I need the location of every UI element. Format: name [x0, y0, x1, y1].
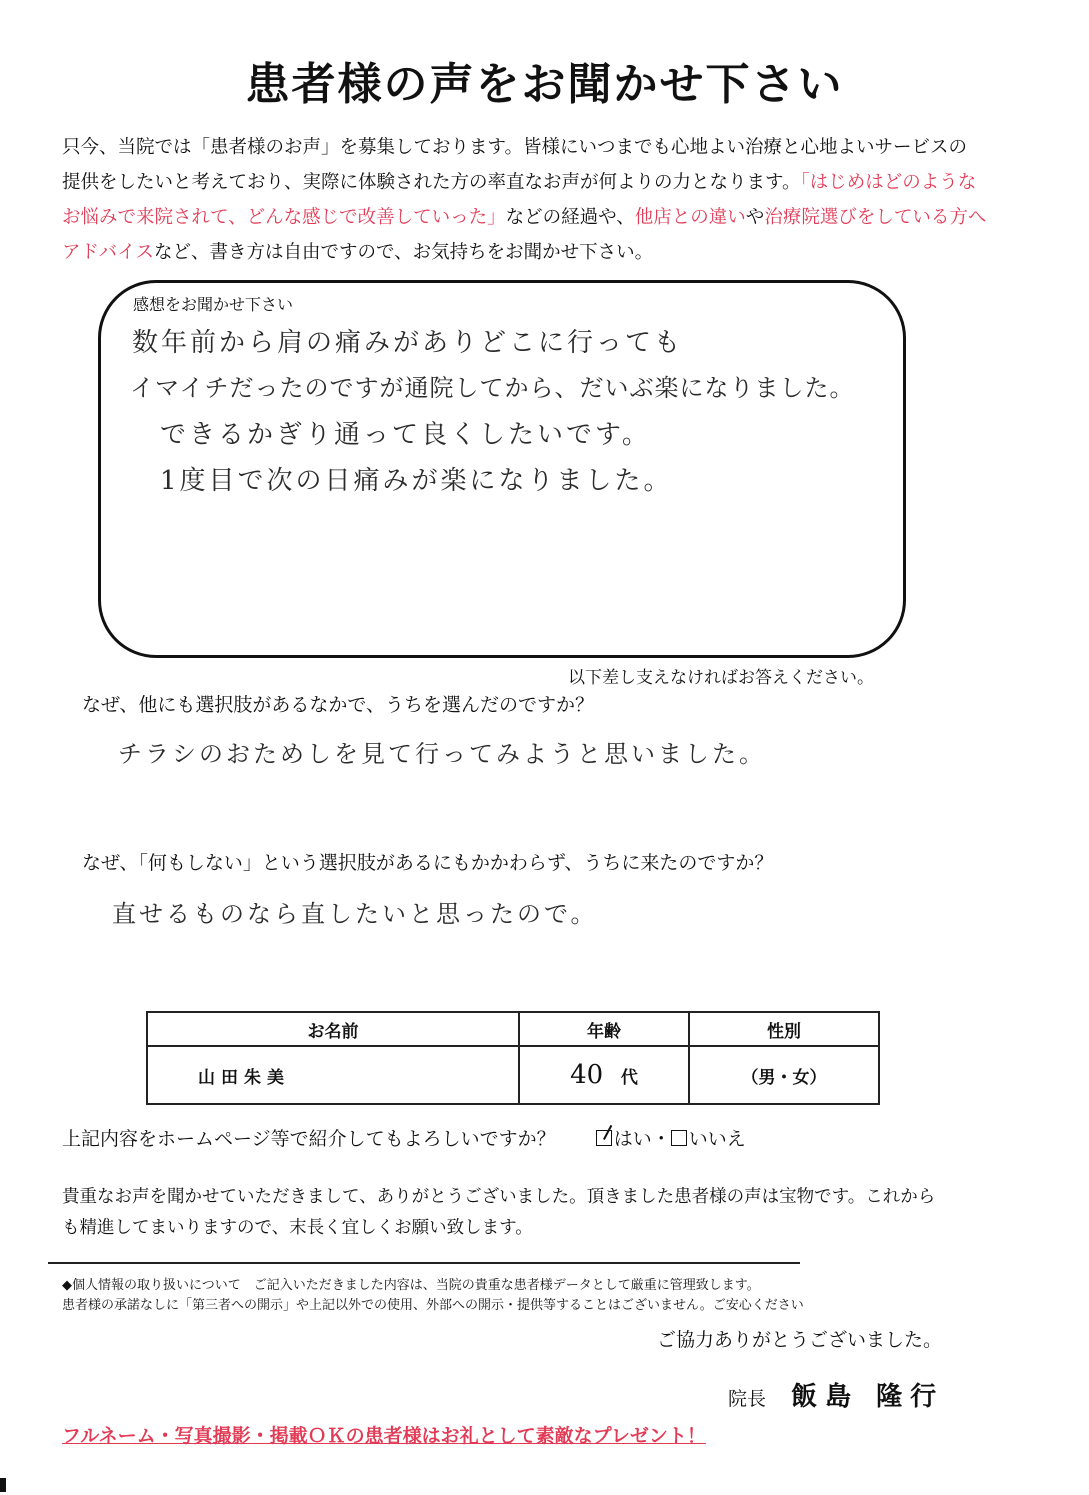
privacy-line-2: 患者様の承諾なしに「第三者への開示」や上記以外での使用、外部への開示・提供等することはございません。ご安心ください: [62, 1298, 804, 1313]
separator: ・: [651, 1128, 671, 1150]
intro-highlight: 治療院選びをしている方へ: [764, 207, 987, 228]
consent-row: [62, 1124, 746, 1151]
question-1: なぜ、他にも選択肢があるなかで、うちを選んだのですか？: [82, 694, 595, 716]
gender-field[interactable]: （男・女）: [689, 1046, 879, 1104]
intro-highlight: お悩みで来院されて、どんな感じで改善していった」: [62, 207, 506, 228]
comment-line-2: イマイチだったのですが通院してから、だいぶ楽になりました。: [130, 374, 855, 402]
info-table-header-row: [147, 1012, 879, 1046]
age-header: 年齢: [519, 1012, 689, 1046]
optional-note: 以下差し支えなければお答えください。: [568, 668, 874, 688]
yes-label: はい: [613, 1128, 652, 1150]
answer-1: チラシのおためしを見て行ってみようと思いました。: [118, 740, 766, 768]
comment-line-3: できるかぎり通って良くしたいです。: [160, 420, 651, 450]
comment-line-4: 1度目で次の日痛みが楽になりました。: [160, 466, 673, 496]
intro-text: などの経過や、: [505, 207, 635, 228]
age-value: 40: [570, 1060, 604, 1090]
thanks-paragraph: [62, 1182, 992, 1244]
question-2: なぜ、「何もしない」という選択肢があるにもかかわらず、うちに来たのですか？: [82, 852, 774, 874]
scan-edge-mark: [0, 1478, 6, 1492]
thanks-line-2: も精進してまいりますので、末長く宜しくお願い致します。: [62, 1218, 533, 1238]
comment-line-1: 数年前から肩の痛みがありどこに行っても: [132, 328, 684, 358]
name-field[interactable]: 山田朱美: [147, 1046, 519, 1104]
comment-label: 感想をお聞かせ下さい: [133, 295, 294, 314]
age-field[interactable]: [519, 1046, 689, 1104]
intro-highlight: 他店との違い: [634, 207, 746, 228]
thanks-line-1: 貴重なお声を聞かせていただきまして、ありがとうございました。頂きました患者様の声は宝物です。これから: [62, 1187, 936, 1207]
divider: [48, 1262, 800, 1264]
signature: [728, 1376, 944, 1413]
age-suffix: 代: [620, 1068, 638, 1088]
gender-header: 性別: [689, 1012, 879, 1046]
intro-text: や: [745, 207, 765, 228]
consent-question: 上記内容をホームページ等で紹介してもよろしいですか？: [62, 1128, 556, 1150]
intro-line-1: 只今、当院では「患者様のお声」を募集しております。皆様にいつまでも心地よい治療と心地よいサービスの: [62, 137, 968, 158]
intro-line-2: [62, 165, 992, 200]
info-table: [146, 1011, 880, 1105]
privacy-line-1: ◆個人情報の取り扱いについて ご記入いただきました内容は、当院の貴重な患者様データとして厳重に管理致します。: [62, 1278, 760, 1293]
intro-line-4: [62, 235, 992, 270]
page-title: 患者様の声をお聞かせ下さい: [245, 59, 844, 110]
yes-checkbox[interactable]: [596, 1130, 612, 1146]
signature-role: 院長: [728, 1388, 767, 1410]
answer-2: 直せるものなら直したいと思ったので。: [112, 900, 598, 928]
intro-text: 提供をしたいと考えており、実際に体験された方の率直なお声が何よりの力となります。: [62, 172, 801, 193]
footer-promo: フルネーム・写真撮影・掲載ＯＫの患者様はお礼として素敵なプレゼント！: [62, 1425, 706, 1447]
closing-message: ご協力ありがとうございました。: [657, 1329, 943, 1351]
privacy-notice: [62, 1276, 804, 1316]
info-table-value-row: [147, 1046, 879, 1104]
no-checkbox[interactable]: [671, 1130, 687, 1146]
intro-paragraph: [62, 130, 992, 270]
intro-text: など、書き方は自由ですので、お気持ちをお聞かせ下さい。: [153, 242, 654, 263]
name-header: お名前: [147, 1012, 519, 1046]
signature-name: 飯島 隆行: [791, 1382, 945, 1412]
intro-line-3: [62, 200, 992, 235]
no-label: いいえ: [688, 1128, 746, 1150]
intro-highlight: アドバイス: [62, 242, 154, 263]
intro-highlight: 「はじめはどのような: [800, 172, 977, 193]
